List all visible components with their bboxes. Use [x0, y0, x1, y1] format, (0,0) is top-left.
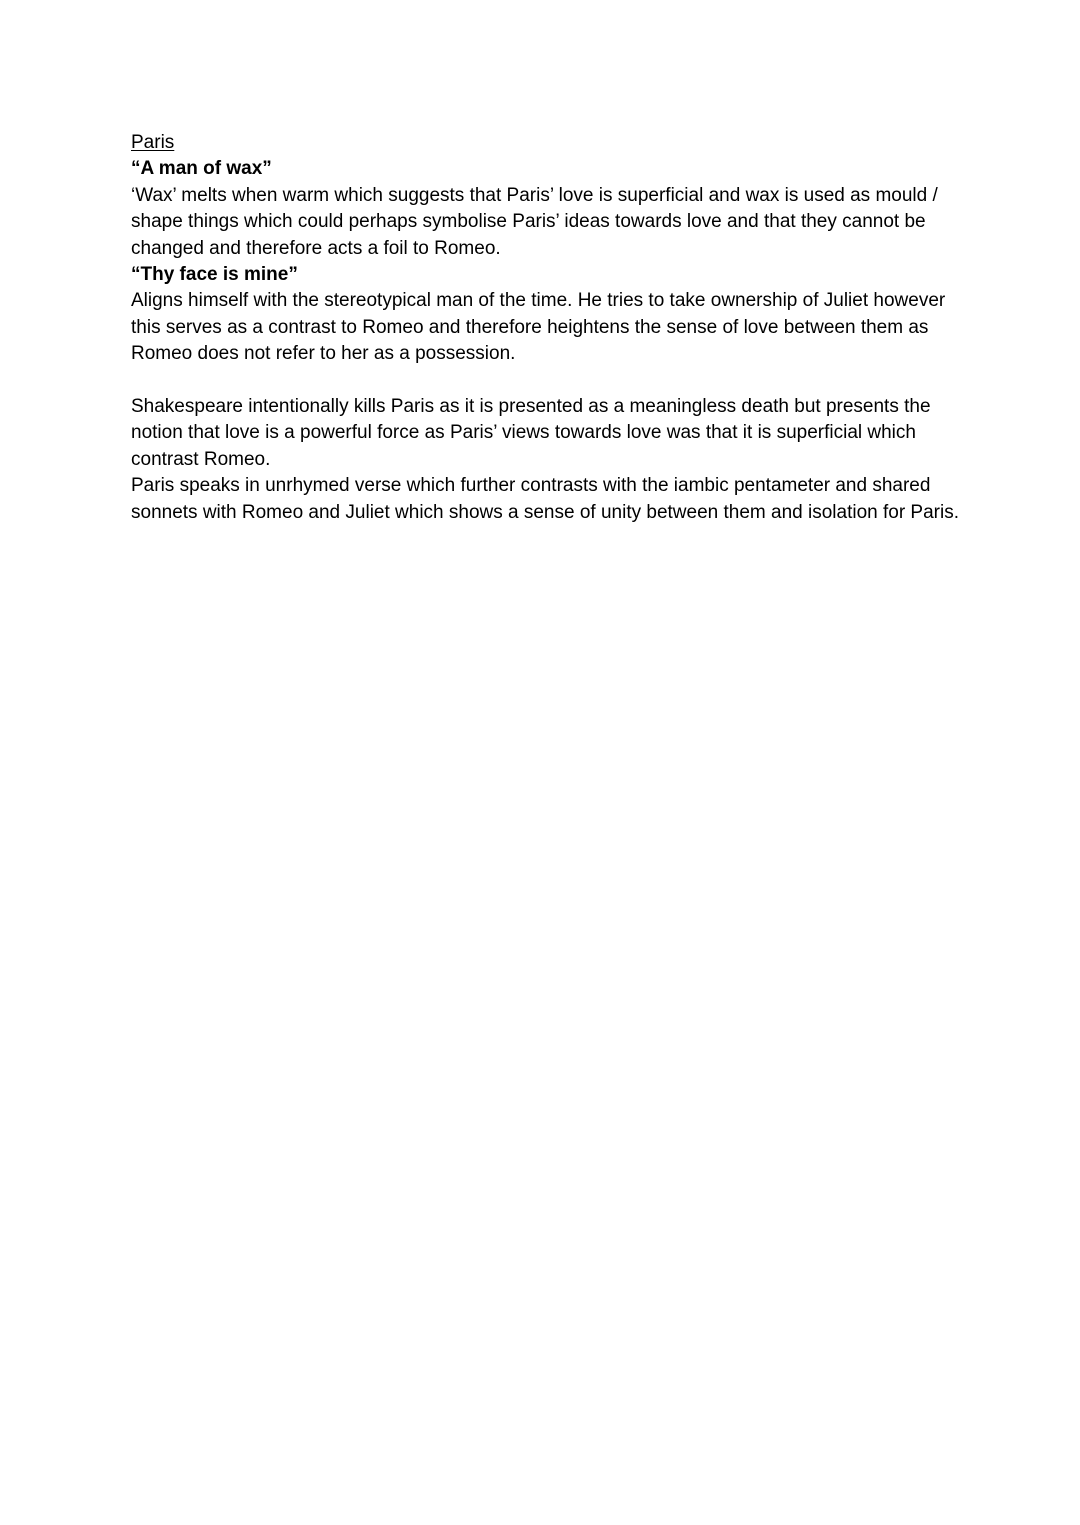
analysis-paragraph-wax: ‘Wax’ melts when warm which suggests that Paris’ love is superficial and wax is used as mould / shape things which could perhaps symbolise Paris’ ideas towards love and that they cannot be changed and therefore acts a foil to Romeo.: [131, 184, 938, 259]
analysis-paragraph-ownership: Aligns himself with the stereotypical man of the time. He tries to take ownership of Juliet however this serves as a contrast to Romeo and therefore heightens the sense of love between them as Romeo does not refer to her as a possession.: [131, 290, 946, 365]
analysis-paragraph-verse: Paris speaks in unrhymed verse which further contrasts with the iambic pentameter and shared sonnets with Romeo and Juliet which shows a sense of unity between them and isolation for Paris.: [131, 475, 960, 523]
blank-line: [131, 368, 961, 394]
analysis-paragraph-death: Shakespeare intentionally kills Paris as it is presented as a meaningless death but presents the notion that love is a powerful force as Paris’ views towards love was that it is superficial which contrast Romeo.: [131, 396, 931, 470]
quote-thy-face-is-mine: “Thy face is mine”: [131, 264, 298, 286]
quote-a-man-of-wax: “A man of wax”: [131, 158, 272, 180]
section-heading: Paris: [131, 132, 175, 153]
document-body: [131, 130, 961, 526]
